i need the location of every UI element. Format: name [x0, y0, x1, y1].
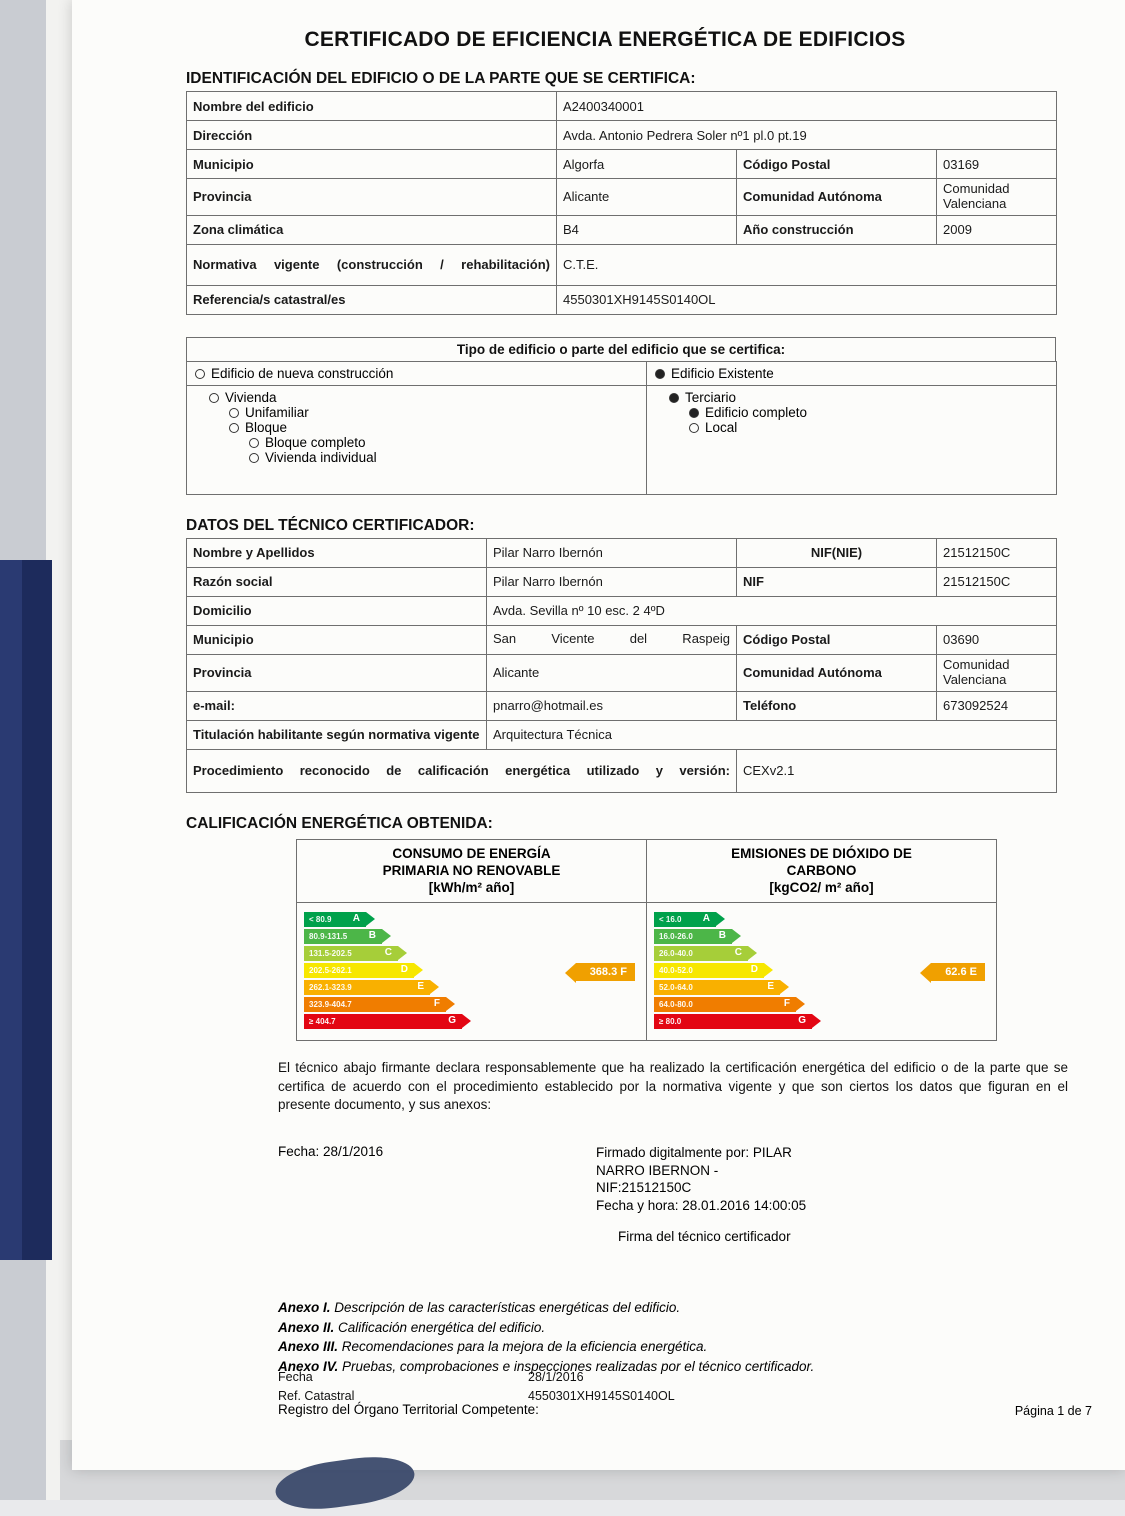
field-label: Código Postal — [737, 625, 937, 654]
rating-scale-consumption — [297, 903, 647, 1041]
energy-bar-letter: E — [767, 981, 774, 993]
table-row — [187, 150, 1057, 179]
energy-bar-letter: G — [798, 1015, 806, 1027]
table-row — [187, 361, 1057, 385]
annex-text: Pruebas, comprobaciones e inspecciones realizadas por el técnico certificador. — [338, 1358, 815, 1374]
energy-bar-range: 202.5-262.1 — [309, 966, 352, 976]
radio-icon — [229, 423, 239, 433]
field-value: A2400340001 — [557, 92, 1057, 121]
energy-bar-letter: B — [718, 930, 726, 942]
energy-bar-c — [304, 946, 398, 961]
table-row — [187, 749, 1057, 792]
option-label: Terciario — [685, 389, 737, 405]
energy-bar-range: 323.9-404.7 — [309, 1000, 352, 1010]
field-label: Zona climática — [187, 215, 557, 244]
scale-bars-emissions — [648, 904, 844, 1039]
signature-line: NIF:21512150C — [596, 1180, 692, 1196]
rating-header-consumption — [297, 839, 647, 903]
residential-options — [187, 385, 647, 494]
field-label: Provincia — [187, 179, 557, 216]
field-value: Alicante — [487, 654, 737, 691]
energy-bar-range: 40.0-52.0 — [659, 966, 693, 976]
page-number: Página 1 de 7 — [1014, 1404, 1092, 1418]
table-row — [187, 654, 1057, 691]
field-value: Arquitectura Técnica — [487, 720, 1057, 749]
energy-bar-g — [304, 1014, 462, 1029]
field-value: Comunidad Valenciana — [937, 654, 1057, 691]
list-item[interactable] — [249, 435, 638, 450]
signature-caption: Firma del técnico certificador — [618, 1229, 791, 1245]
energy-bar-letter: G — [448, 1015, 456, 1027]
option-label: Edificio completo — [705, 404, 808, 420]
table-row — [187, 121, 1057, 150]
energy-bar-letter: E — [417, 981, 424, 993]
footer-date-label: Fecha — [278, 1370, 313, 1384]
document-footer — [278, 1370, 1098, 1408]
annex-name: Anexo II. — [278, 1319, 335, 1335]
energy-bar-range: ≥ 404.7 — [309, 1017, 336, 1027]
rating-result-emissions: 62.6 E — [931, 963, 985, 981]
annex-text: Recomendaciones para la mejora de la eficiencia energética. — [338, 1339, 708, 1355]
field-value: 673092524 — [937, 691, 1057, 720]
signature-line: Fecha y hora: 28.01.2016 14:00:05 — [596, 1197, 807, 1213]
option-new-building[interactable] — [187, 361, 647, 385]
energy-bar-range: 16.0-26.0 — [659, 932, 693, 942]
list-item[interactable] — [689, 420, 1048, 435]
annex-text: Descripción de las características energéticas del edificio. — [330, 1300, 681, 1316]
signature-line: Firmado digitalmente por: PILAR — [596, 1145, 792, 1161]
radio-icon — [229, 408, 239, 418]
rating-result-consumption: 368.3 F — [576, 963, 635, 981]
table-row — [187, 567, 1057, 596]
field-label: NIF(NIE) — [737, 538, 937, 567]
field-value: CEXv2.1 — [737, 749, 1057, 792]
field-value: Algorfa — [557, 150, 737, 179]
option-label: Unifamiliar — [245, 404, 309, 420]
list-item[interactable] — [209, 390, 638, 405]
table-row — [187, 179, 1057, 216]
energy-bar-d — [304, 963, 414, 978]
list-item — [278, 1318, 1110, 1338]
field-label: Comunidad Autónoma — [737, 179, 937, 216]
annex-name: Anexo IV. — [278, 1358, 339, 1374]
table-row — [187, 538, 1057, 567]
radio-icon — [249, 438, 259, 448]
rating-title-units: [kWh/m² año] — [428, 879, 515, 895]
field-label: Procedimiento reconocido de calificación energética utilizado y versión: — [187, 749, 737, 792]
option-label: Edificio de nueva construcción — [211, 365, 394, 381]
field-value: C.T.E. — [557, 244, 1057, 285]
rating-header-emissions — [647, 839, 997, 903]
energy-bar-e — [654, 980, 780, 995]
field-label: Referencia/s catastral/es — [187, 285, 557, 314]
signature-date: Fecha: 28/1/2016 — [278, 1144, 384, 1160]
radio-icon — [669, 393, 679, 403]
field-label: Dirección — [187, 121, 557, 150]
rating-scale-emissions — [647, 903, 997, 1041]
energy-bar-letter: A — [352, 913, 360, 925]
energy-bar-letter: A — [702, 913, 710, 925]
field-label: Provincia — [187, 654, 487, 691]
list-item[interactable] — [249, 450, 638, 465]
field-value: Alicante — [557, 179, 737, 216]
table-row — [187, 625, 1057, 654]
table-row — [297, 839, 997, 903]
footer-cadastral-value: 4550301XH9145S0140OL — [528, 1389, 675, 1403]
field-label: Código Postal — [737, 150, 937, 179]
list-item — [278, 1337, 1110, 1357]
identification-table — [186, 91, 1057, 315]
field-value: Avda. Sevilla nº 10 esc. 2 4ºD — [487, 596, 1057, 625]
table-row — [187, 215, 1057, 244]
rating-title-line2: PRIMARIA NO RENOVABLE — [382, 862, 561, 878]
radio-icon — [655, 369, 665, 379]
option-label: Vivienda — [225, 389, 277, 405]
table-row — [187, 244, 1057, 285]
energy-bar-range: < 80.9 — [309, 915, 332, 925]
option-label: Bloque — [245, 419, 288, 435]
energy-bar-range: 26.0-40.0 — [659, 949, 693, 959]
radio-icon — [689, 408, 699, 418]
energy-bar-range: 52.0-64.0 — [659, 983, 693, 993]
section-heading-rating: CALIFICACIÓN ENERGÉTICA OBTENIDA: — [186, 814, 493, 832]
list-item[interactable] — [229, 420, 638, 435]
option-label: Bloque completo — [265, 434, 366, 450]
table-row — [187, 720, 1057, 749]
field-label: Domicilio — [187, 596, 487, 625]
energy-bar-e — [304, 980, 430, 995]
radio-icon — [249, 453, 259, 463]
field-label: Nombre del edificio — [187, 92, 557, 121]
energy-bar-range: 64.0-80.0 — [659, 1000, 693, 1010]
energy-bar-letter: F — [433, 998, 440, 1010]
registry-text: Registro del Órgano Territorial Competente: — [278, 1402, 539, 1418]
energy-bar-c — [654, 946, 748, 961]
building-type-block — [186, 337, 1056, 495]
technician-table — [186, 538, 1057, 793]
table-row — [187, 385, 1057, 494]
radio-icon — [209, 393, 219, 403]
field-value: pnarro@hotmail.es — [487, 691, 737, 720]
footer-date-row — [278, 1370, 1098, 1389]
rating-title-units: [kgCO2/ m² año] — [769, 879, 874, 895]
field-label: Municipio — [187, 625, 487, 654]
footer-cadastral-label: Ref. Catastral — [278, 1389, 355, 1403]
list-item[interactable] — [689, 405, 1048, 420]
list-item[interactable] — [229, 405, 638, 420]
table-row — [187, 285, 1057, 314]
section-heading-technician: DATOS DEL TÉCNICO CERTIFICADOR: — [186, 516, 475, 534]
signature-block — [278, 1144, 1110, 1274]
digital-signature — [596, 1144, 806, 1246]
energy-bar-f — [304, 997, 446, 1012]
field-label: Año construcción — [737, 215, 937, 244]
energy-bar-letter: B — [368, 930, 376, 942]
energy-bar-range: ≥ 80.0 — [659, 1017, 682, 1027]
section-heading-identification: IDENTIFICACIÓN DEL EDIFICIO O DE LA PARTE QUE SE CERTIFICA: — [186, 70, 696, 87]
field-label: Municipio — [187, 150, 557, 179]
field-label: Teléfono — [737, 691, 937, 720]
annex-name: Anexo III. — [278, 1339, 339, 1355]
energy-bar-letter: D — [400, 964, 408, 976]
rating-title-line1: EMISIONES DE DIÓXIDO DE — [731, 845, 912, 861]
field-value: 4550301XH9145S0140OL — [557, 285, 1057, 314]
declaration-text: El técnico abajo firmante declara responsablemente que ha realizado la certificación energética del edificio o de la parte que se certifica de acuerdo con el procedimiento establecido por la normativa vigente y que son ciertos los datos que figuran en el presente documento, y sus anexos: — [278, 1060, 1068, 1112]
field-value: Pilar Narro Ibernón — [487, 538, 737, 567]
field-value: 03169 — [937, 150, 1057, 179]
annex-list — [278, 1298, 1110, 1376]
building-type-table — [186, 361, 1057, 495]
scale-bars-consumption — [298, 904, 494, 1039]
footer-date-value: 28/1/2016 — [528, 1370, 584, 1384]
option-label: Vivienda individual — [265, 449, 377, 465]
table-row — [187, 691, 1057, 720]
field-value: San Vicente del Raspeig — [487, 625, 737, 654]
energy-bar-a — [654, 912, 716, 927]
energy-bar-g — [654, 1014, 812, 1029]
field-value: 2009 — [937, 215, 1057, 244]
list-item[interactable] — [669, 390, 1048, 405]
signature-line: NARRO IBERNON - — [596, 1162, 719, 1178]
field-label: NIF — [737, 567, 937, 596]
table-row — [187, 92, 1057, 121]
page-title: CERTIFICADO DE EFICIENCIA ENERGÉTICA DE EDIFICIOS — [304, 28, 906, 51]
energy-bar-range: 131.5-202.5 — [309, 949, 352, 959]
field-label: Titulación habilitante según normativa vigente — [187, 720, 487, 749]
energy-bar-letter: D — [750, 964, 758, 976]
energy-bar-letter: C — [734, 947, 742, 959]
energy-bar-b — [304, 929, 382, 944]
option-label: Edificio Existente — [671, 365, 774, 381]
field-label: Razón social — [187, 567, 487, 596]
blue-folder-edge — [0, 560, 22, 1260]
energy-bar-b — [654, 929, 732, 944]
annex-text: Calificación energética del edificio. — [334, 1319, 546, 1335]
rating-result-emissions-cell — [844, 904, 995, 1039]
energy-bar-f — [654, 997, 796, 1012]
energy-bar-range: 80.9-131.5 — [309, 932, 348, 942]
energy-bar-range: < 16.0 — [659, 915, 682, 925]
energy-bar-letter: C — [384, 947, 392, 959]
energy-bar-range: 262.1-323.9 — [309, 983, 352, 993]
energy-bar-letter: F — [783, 998, 790, 1010]
energy-bar-d — [654, 963, 764, 978]
table-row — [297, 903, 997, 1041]
field-label: Normativa vigente (construcción / rehabilitación) — [187, 244, 557, 285]
field-label: Nombre y Apellidos — [187, 538, 487, 567]
radio-icon — [689, 423, 699, 433]
field-value: Comunidad Valenciana — [937, 179, 1057, 216]
field-value: 21512150C — [937, 567, 1057, 596]
rating-result-consumption-cell — [494, 904, 645, 1039]
field-label: e-mail: — [187, 691, 487, 720]
energy-bar-a — [304, 912, 366, 927]
option-existing-building[interactable] — [647, 361, 1057, 385]
field-value: B4 — [557, 215, 737, 244]
field-value: 03690 — [937, 625, 1057, 654]
field-value: Avda. Antonio Pedrera Soler nº1 pl.0 pt.19 — [557, 121, 1057, 150]
document-page — [72, 0, 1125, 1470]
list-item — [278, 1298, 1110, 1318]
rating-title-line1: CONSUMO DE ENERGÍA — [392, 845, 551, 861]
footer-cadastral-row — [278, 1389, 1098, 1408]
option-label: Local — [705, 419, 738, 435]
energy-rating-table — [296, 839, 997, 1042]
field-value: Pilar Narro Ibernón — [487, 567, 737, 596]
building-type-header: Tipo de edificio o parte del edificio que se certifica: — [186, 337, 1056, 361]
radio-icon — [195, 369, 205, 379]
rating-title-line2: CARBONO — [786, 862, 857, 878]
field-value: 21512150C — [937, 538, 1057, 567]
annex-name: Anexo I. — [278, 1300, 331, 1316]
field-label: Comunidad Autónoma — [737, 654, 937, 691]
table-row — [187, 596, 1057, 625]
tertiary-options — [647, 385, 1057, 494]
